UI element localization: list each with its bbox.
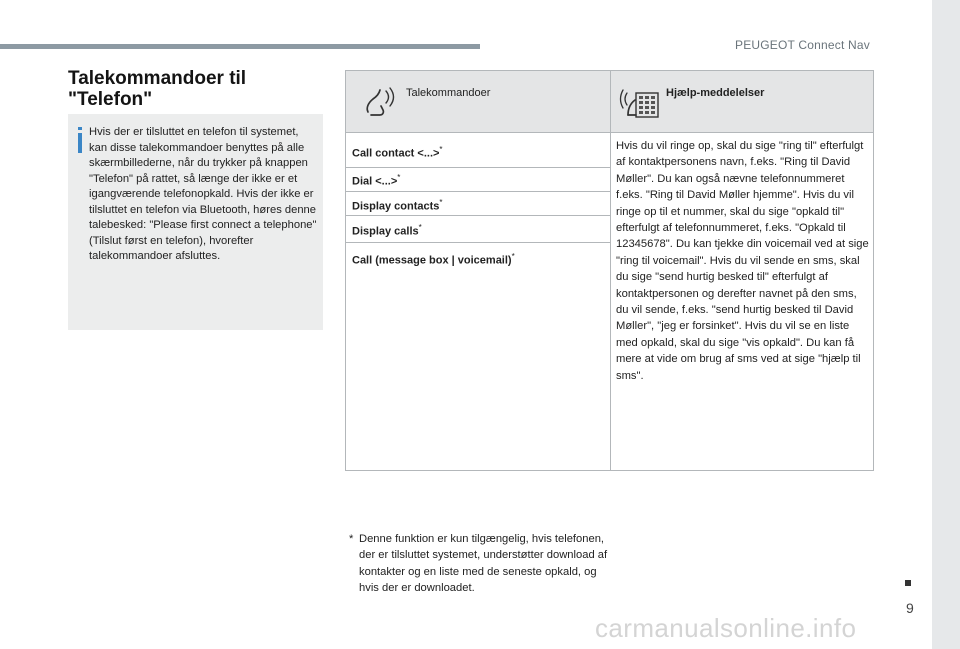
info-icon xyxy=(78,133,82,153)
column-header-commands: Talekommandoer xyxy=(406,87,491,99)
section-title: Talekommandoer til "Telefon" xyxy=(68,68,247,110)
command-display-calls: Display calls* xyxy=(352,223,422,238)
page-marker xyxy=(905,580,911,586)
manual-title: PEUGEOT Connect Nav xyxy=(735,38,870,52)
table-row xyxy=(346,243,610,470)
command-call-voicemail: Call (message box | voicemail)* xyxy=(352,252,515,267)
voice-command-icon xyxy=(356,81,398,123)
command-display-contacts: Display contacts* xyxy=(352,198,443,213)
footnote-text: Denne funktion er kun tilgængelig, hvis telefonen, der er tilsluttet systemet, understøtter download af kontakter og en liste med de seneste opkald, og hvis der er downloadet. xyxy=(359,533,608,594)
command-call-contact: Call contact <...>* xyxy=(352,145,443,160)
footnote xyxy=(349,531,609,596)
table-row xyxy=(346,168,610,192)
help-message-text: Hvis du vil ringe op, skal du sige "ring til" efterfulgt af kontaktpersonens navn, f.eks. "Ring til David Møller". Du kan også nævne telefonnummeret f.eks. "Ring til David Møller hjemme". Hvis du vil ringe op til et nummer, skal du sige "opkald til" efterfulgt af telefonnummeret, f.eks. "Opkald til 12345678". Du kan tjekke din voicemail ved at sige "ring til voicemail". Hvis du vil sende en sms, skal du sige "send hurtig besked til" efterfulgt af kontaktpersonen og derefter navnet på den sms, du vil sende, f.eks. "send hurtig besked til David Møller", "jeg er forsinket". Hvis du vil se en liste med opkald, skal du sige "vis opkald". Du kan få mere at vide om brug af sms ved at sige "hjælp til sms". xyxy=(616,140,869,382)
column-divider xyxy=(610,71,611,470)
voice-command-table xyxy=(345,70,874,471)
info-text: Hvis der er tilsluttet en telefon til systemet, kan disse talekommandoer benyttes på alle skærmbillederne, når du trykker på knappen "Telefon" på rattet, så længe der ikke er et igangværende telefonopkald. Hvis der ikke er tilsluttet en telefon via Bluetooth, høres denne talebesked: "Please first connect a telephone" (Tilslut først en telefon), hvorefter talekommandoer afsluttes. xyxy=(89,126,317,262)
table-row xyxy=(346,133,610,168)
page-number: 9 xyxy=(906,600,914,616)
column-header-help: Hjælp-meddelelser xyxy=(666,87,765,99)
table-row xyxy=(346,192,610,216)
header-rule xyxy=(0,44,480,49)
watermark: carmanualsonline.info xyxy=(595,613,857,643)
footnote-mark: * xyxy=(349,533,354,545)
info-icon-dot xyxy=(78,127,82,130)
command-dial: Dial <...>* xyxy=(352,173,401,188)
table-row xyxy=(346,216,610,243)
page-edge-strip xyxy=(932,0,960,649)
voice-help-icon xyxy=(618,81,660,123)
